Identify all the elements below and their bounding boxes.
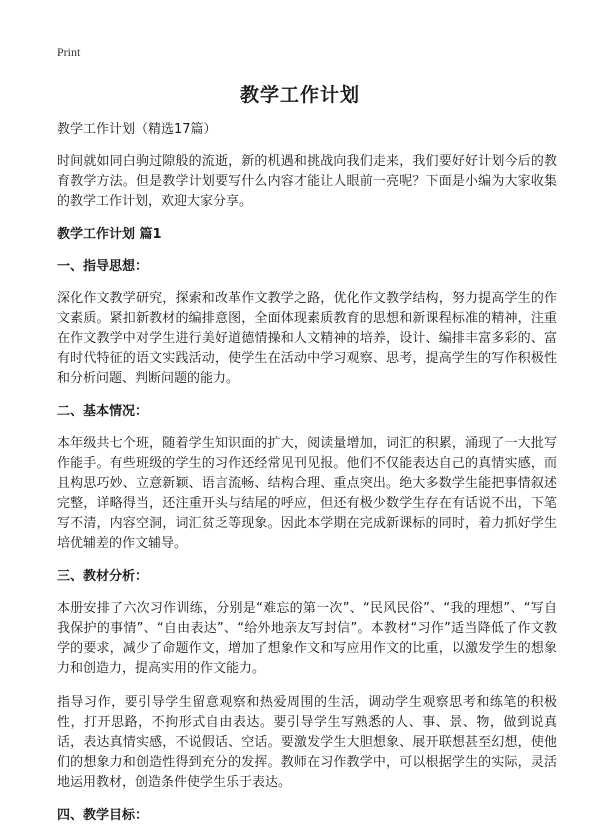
print-label: Print xyxy=(57,45,81,59)
section-heading: 二、基本情况： xyxy=(57,404,149,419)
page-title: 教学工作计划 xyxy=(239,84,360,106)
document-body xyxy=(57,121,557,838)
section-paragraph: 深化作文教学研究，探索和改革作文教学之路，优化作文教学结构，努力提高学生的作文素质。紧扣新教材的编排意图，全面体现素质教育的思想和新课程标准的精神，注重在作文教学中对学生进行美好道德情操和人文精神的培养，设计、编排丰富多彩的、富有时代特征的语文实践活动，使学生在活动中学习观察、思考，提高学生的写作积极性和分析问题、判断问题的能力。 xyxy=(57,291,557,386)
article-heading: 教学工作计划 篇1 xyxy=(57,227,162,242)
section-paragraph: 指导习作，要引导学生留意观察和热爱周围的生活，调动学生观察思考和练笔的积极性，打开思路，不拘形式自由表达。要引导学生写熟悉的人、事、景、物，做到说真话，表达真情实感，不说假话、空话。要激发学生大胆想象、展开联想甚至幻想，使他们的想象力和创造性得到充分的发挥。教师在习作教学中，可以根据学生的实际，灵活地运用教材，创造条件使学生乐于表达。 xyxy=(57,695,557,790)
intro-paragraph: 时间就如同白驹过隙般的流逝，新的机遇和挑战向我们走来，我们要好好计划今后的教育教学方法。但是教学计划要写什么内容才能让人眼前一亮呢？下面是小编为大家收集的教学工作计划，欢迎大家分享。 xyxy=(57,154,557,209)
section-heading: 一、指导思想： xyxy=(57,259,149,274)
section-heading: 四、教学目标： xyxy=(57,808,149,823)
section-paragraph: 本册安排了六次习作训练，分别是“难忘的第一次”、“民风民俗”、“我的理想”、“写自我保护的事情”、“自由表达”、“给外地亲友写封信”。本教材“习作”适当降低了作文教学的要求，减少了命题作文，增加了想象作文和写应用作文的比重，以激发学生的想象力和创造力，提高实用的作文能力。 xyxy=(57,601,557,676)
document-subtitle: 教学工作计划（精选17篇） xyxy=(57,122,217,137)
section-paragraph: 本年级共七个班，随着学生知识面的扩大，阅读量增加，词汇的积累，涌现了一大批写作能手。有些班级的学生的习作还经常见刊见报。他们不仅能表达自己的真情实感，而且构思巧妙、立意新颖、语言流畅、结构合理、重点突出。绝大多数学生能把事情叙述完整，详略得当，还注重开头与结尾的呼应，但还有极少数学生存在有话说不出，下笔写不清，内容空洞，词汇贫乏等现象。因此本学期在完成新课标的同时，着力抓好学生培优辅差的作文辅导。 xyxy=(57,436,557,551)
section-heading: 三、教材分析： xyxy=(57,569,149,584)
